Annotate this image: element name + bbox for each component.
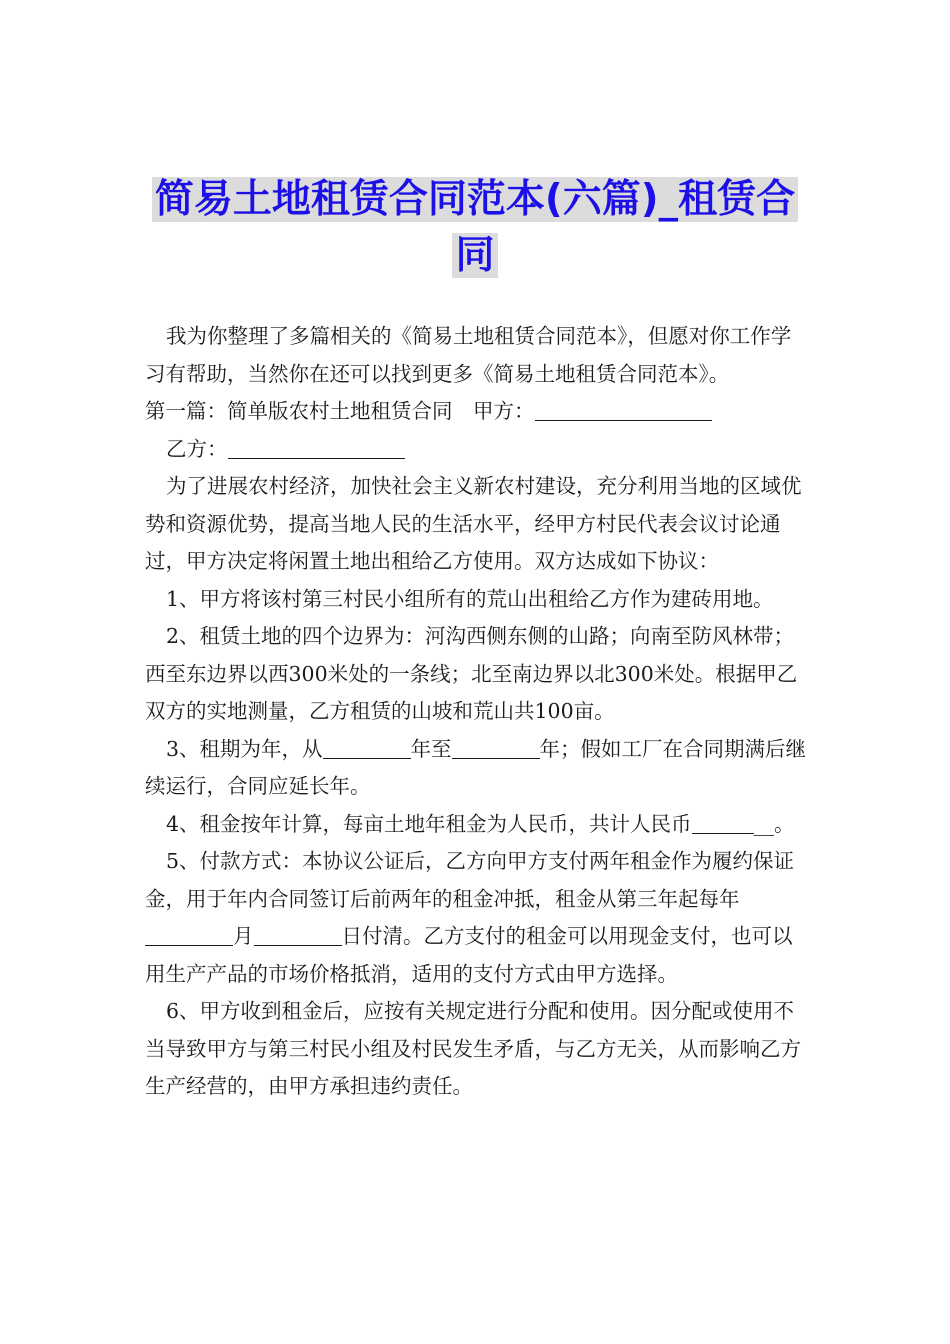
pay-day-blank <box>254 925 342 947</box>
clause-3 <box>145 731 810 806</box>
clause-3-part-b: 年至 <box>410 736 452 761</box>
section1-heading: 第一篇：简单版农村土地租赁合同 <box>145 399 453 423</box>
clause-4-part-a: 4、租金按年计算，每亩土地年租金为人民币，共计人民币 <box>166 811 692 836</box>
party-a-label: 甲方： <box>473 399 535 423</box>
clause-1: 1、甲方将该村第三村民小组所有的荒山出租给乙方作为建砖用地。 <box>166 586 774 611</box>
preamble-paragraph: 为了进展农村经济，加快社会主义新农村建设，充分利用当地的区域优势和资源优势，提高当地人民的生活水平，经甲方村民代表会议讨论通过，甲方决定将闲置土地出租给乙方使用。双方达成如下协议： <box>145 474 802 573</box>
clause-5-part-b: 月 <box>233 924 254 948</box>
intro-paragraph: 我为你整理了多篇相关的《简易土地租赁合同范本》，但愿对你工作学习有帮助，当然你在还可以找到更多《简易土地租赁合同范本》。 <box>145 324 792 386</box>
start-year-blank <box>323 737 411 759</box>
document-body <box>145 318 810 1106</box>
title-line-2: 同 <box>452 233 497 278</box>
total-rent-blank <box>692 812 754 834</box>
clause-5-part-a: 5、付款方式：本协议公证后，乙方向甲方支付两年租金作为履约保证金，用于年内合同签订后前两年的租金冲抵，租金从第三年起每年 <box>145 849 795 911</box>
party-b-label: 乙方： <box>166 436 228 461</box>
party-b-blank <box>228 437 405 459</box>
party-a-blank <box>535 400 712 422</box>
clause-2: 2、租赁土地的四个边界为：河沟西侧东侧的山路；向南至防风林带；西至东边界以西300米处的一条线；北至南边界以北300米处。根据甲乙双方的实地测量，乙方租赁的山坡和荒山共100亩。 <box>145 624 798 723</box>
pay-month-blank <box>145 925 233 947</box>
clause-4-part-b: __。 <box>753 811 795 836</box>
title-line-1: 简易土地租赁合同范本(六篇)_租赁合 <box>152 177 798 222</box>
clause-3-part-c: 年；假如工厂在合同期满后继续运行，合同应延长年。 <box>145 736 807 798</box>
clause-3-part-a: 3、租期为年，从 <box>166 736 323 761</box>
document-title <box>140 172 810 284</box>
section-heading-line <box>145 393 810 431</box>
clause-4 <box>145 806 810 844</box>
clause-5-part-c: 日付清。乙方支付的租金可以用现金支付，也可以用生产产品的市场价格抵消，适用的支付方式由甲方选择。 <box>145 924 793 986</box>
clause-6: 6、甲方收到租金后，应按有关规定进行分配和使用。因分配或使用不当导致甲方与第三村民小组及村民发生矛盾，与乙方无关，从而影响乙方生产经营的，由甲方承担违约责任。 <box>145 999 801 1098</box>
clause-5 <box>145 843 810 993</box>
end-year-blank <box>452 737 540 759</box>
party-b-line <box>145 431 810 469</box>
